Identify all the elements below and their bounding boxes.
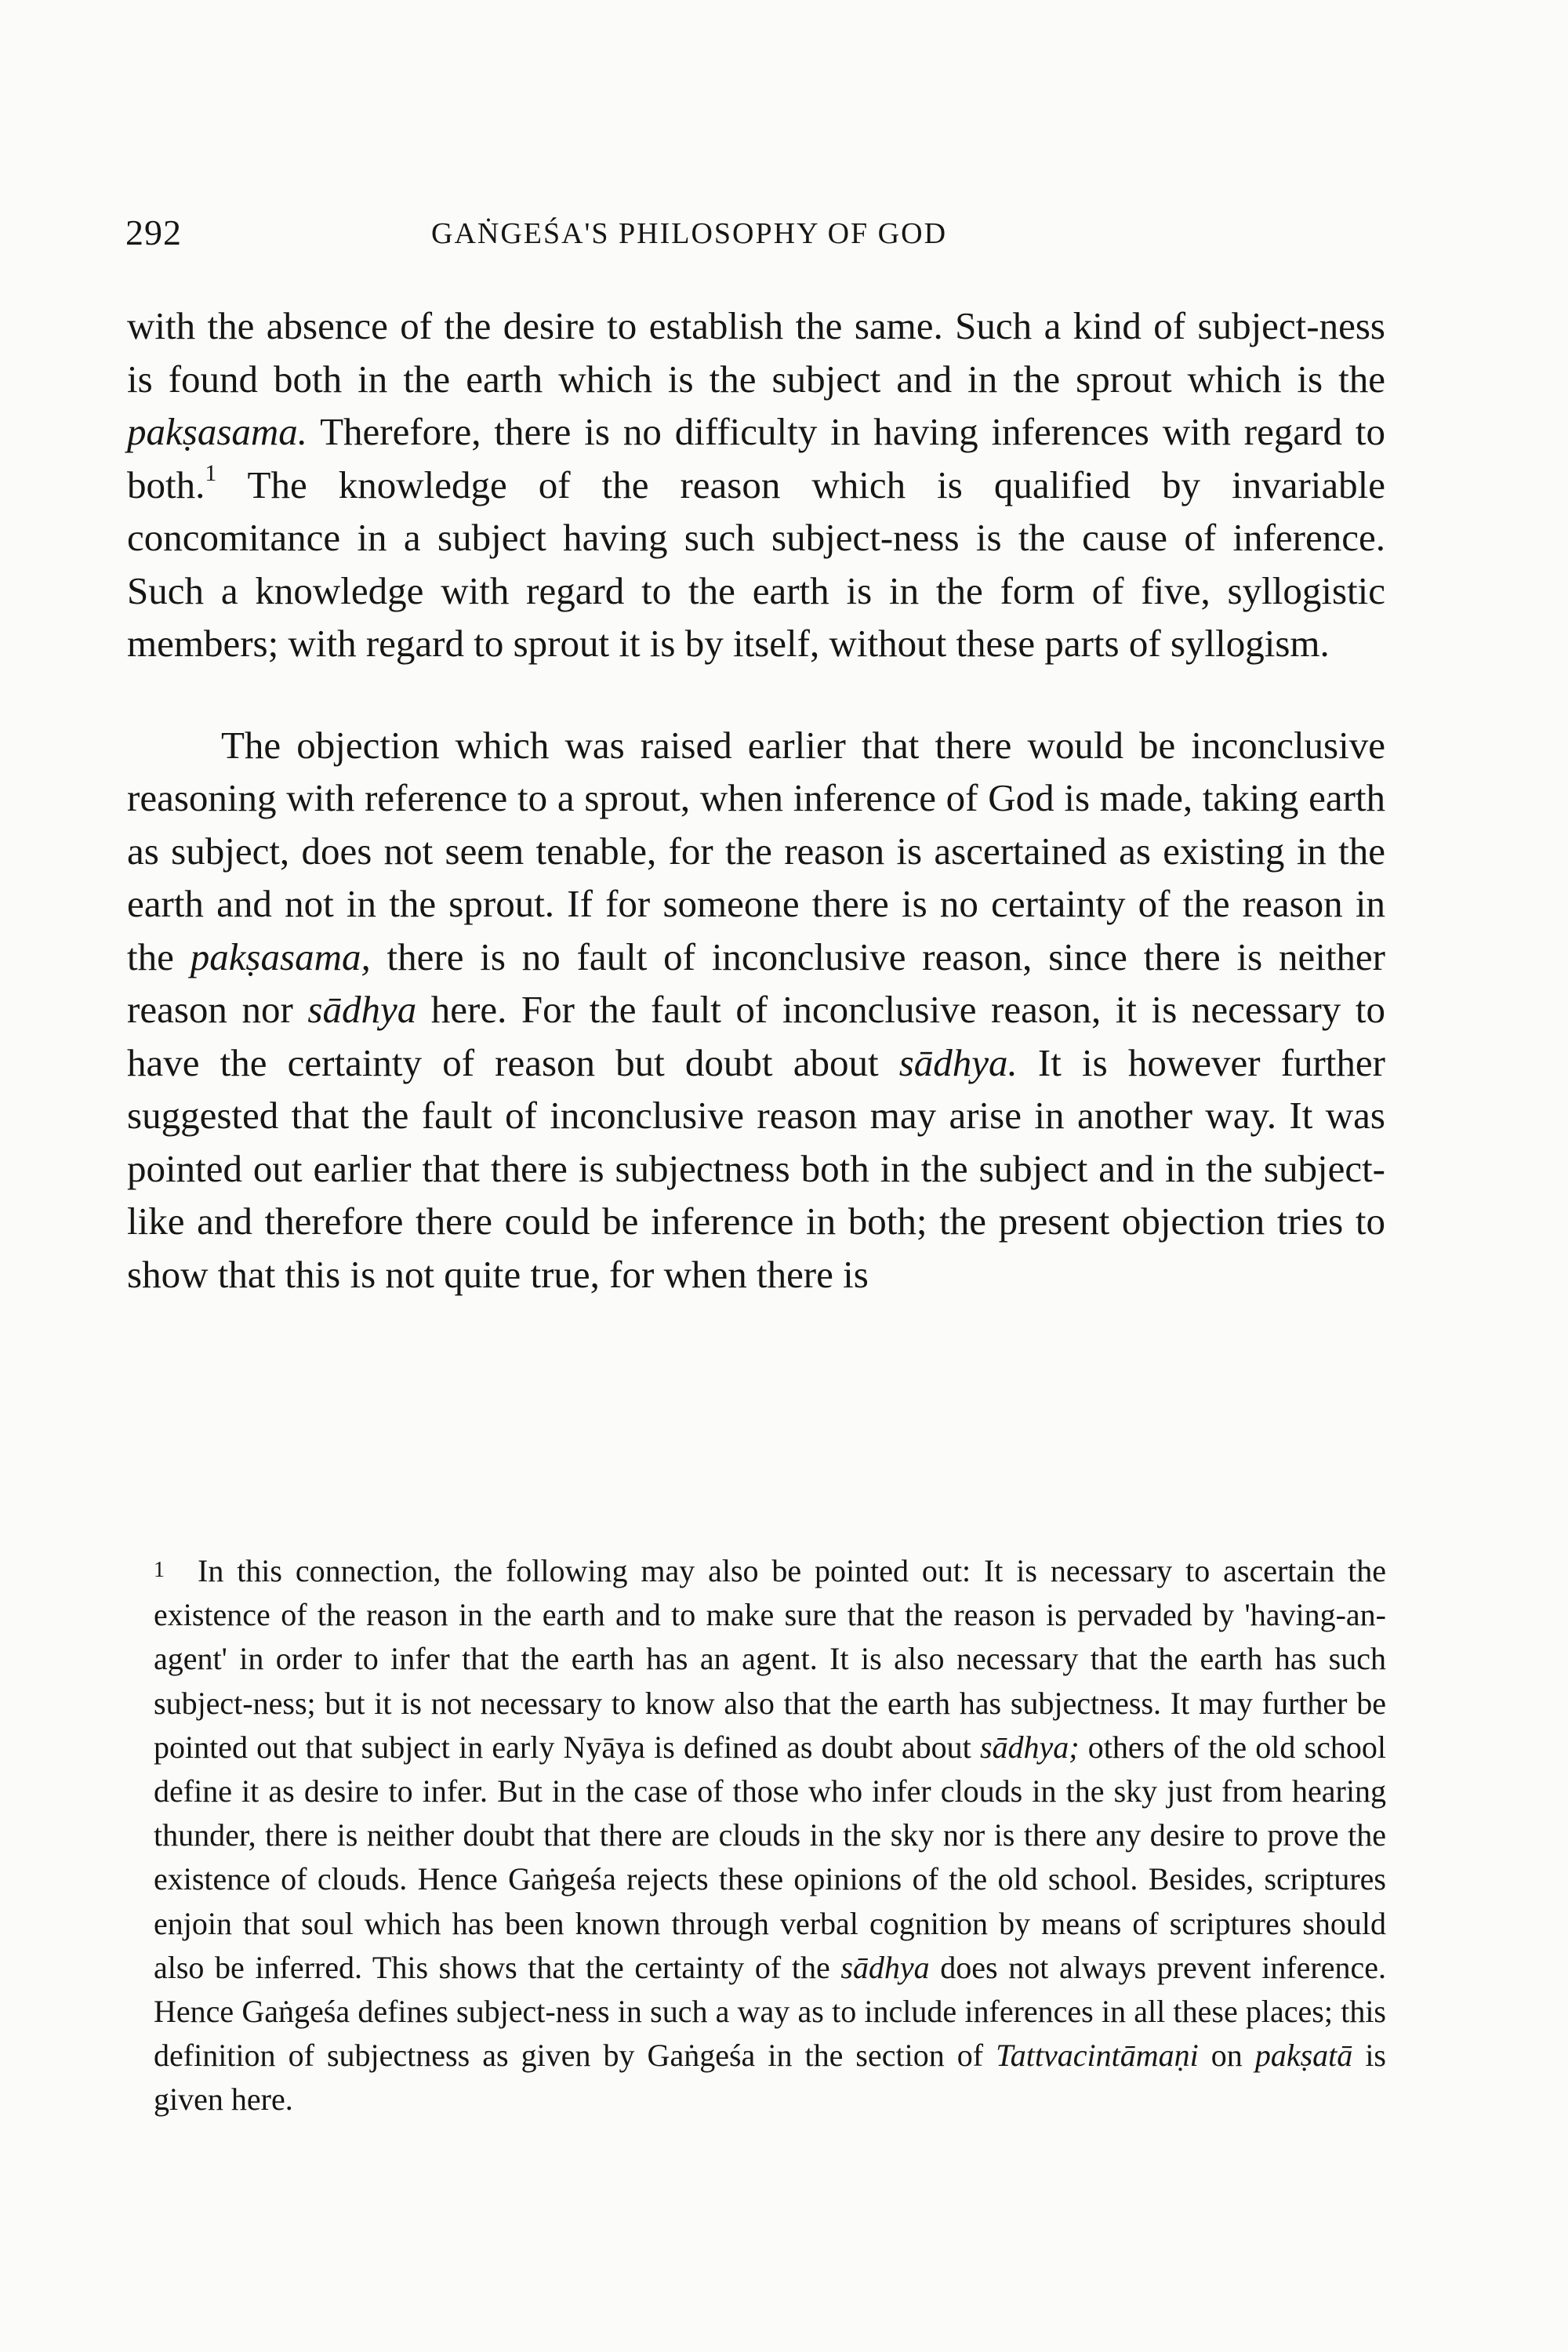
paragraph-1-text-b: Therefore, there is no difficulty in having inferences with regard to both. (127, 410, 1385, 506)
footnote-italic-a: sādhya; (979, 1729, 1080, 1765)
page-number: 292 (125, 212, 182, 252)
paragraph-2-italic-term-c: sādhya. (898, 1040, 1018, 1084)
footnote-text-c: does not always prevent inference. Hence Gaṅgeśa defines subject-ness in such a way as to include inferences in all these places; this definition of subjectness as given by Gaṅgeśa in the section of (154, 1949, 1387, 2074)
paragraph-2 (127, 719, 1385, 1301)
paragraph-1-italic-term: pakṣasama. (127, 410, 308, 453)
footnote-text-a: In this connection, the following may also be pointed out: It is necessary to ascertain the existence of the reason in the earth and to make sure that the reason is pervaded by 'having-an-agent' in order to infer that the earth has an agent. It is also necessary that the earth has such subject-ness; but it is not necessary to know also that the earth has subjectness. It may further be pointed out that subject in early Nyāya is defined as doubt about (154, 1553, 1386, 1765)
paragraph-2-italic-term-a: pakṣasama, (190, 935, 371, 978)
paragraph-1-text-a: with the absence of the desire to establish the same. Such a kind of subject-ness is found both in the earth which is the subject and in the sprout which is the (127, 304, 1385, 401)
paragraph-2-text-b: there is no fault of inconclusive reason, since there is neither reason nor (127, 935, 1385, 1031)
footnote-marker: 1 (154, 1558, 165, 1582)
footnote-italic-c: Tattvacintāmaṇi (996, 2038, 1199, 2074)
footnote-reference: 1 (205, 459, 217, 486)
footnote (154, 1548, 1386, 2122)
paragraph-1 (127, 299, 1385, 670)
paragraph-2-text-c: here. For the fault of inconclusive reason, it is necessary to have the certainty of reason but doubt about (127, 988, 1385, 1084)
footnote-italic-b: sādhya (840, 1949, 930, 1985)
page-header (125, 212, 1396, 267)
paragraph-1-text-c: The knowledge of the reason which is qualified by invariable concomitance in a subject having such subject-ness is the cause of inference. Such a knowledge with regard to the earth is in the form of five, syllogistic members; with regard to sprout it is by itself, without these parts of syllogism. (127, 463, 1385, 665)
footnote-italic-d: pakṣatā (1254, 2038, 1353, 2074)
paragraph-2-text-a: The objection which was raised earlier that there would be inconclusive reasoning with reference to a sprout, when inference of God is made, taking earth as subject, does not seem tenable, for the reason is ascertained as existing in the earth and not in the sprout. If for someone there is no certainty of the reason in the (127, 723, 1385, 978)
running-title: GAṄGEŚA'S PHILOSOPHY OF GOD (431, 217, 948, 250)
footnote-text-e: is given here. (154, 2038, 1387, 2118)
paragraph-2-text-d: It is however further suggested that the fault of inconclusive reason may arise in another way. It was pointed out earlier that there is subjectness both in the subject and in the subject-like and therefore there could be inference in both; the present objection tries to show that this is not quite true, for when there is (127, 1040, 1385, 1296)
paragraph-2-italic-term-b: sādhya (307, 988, 417, 1031)
footnote-paragraph (154, 1548, 1386, 2122)
footnote-text-b: others of the old school define it as desire to infer. But in the case of those who infer clouds in the sky just from hearing thunder, there is neither doubt that there are clouds in the sky nor is there any desire to prove the existence of clouds. Hence Gaṅgeśa rejects these opinions of the old school. Besides, scriptures enjoin that soul which has been known through verbal cognition by means of scriptures should also be inferred. This shows that the certainty of the (154, 1729, 1386, 1985)
main-text (127, 299, 1385, 1301)
footnote-text-d: on (1198, 2038, 1255, 2074)
